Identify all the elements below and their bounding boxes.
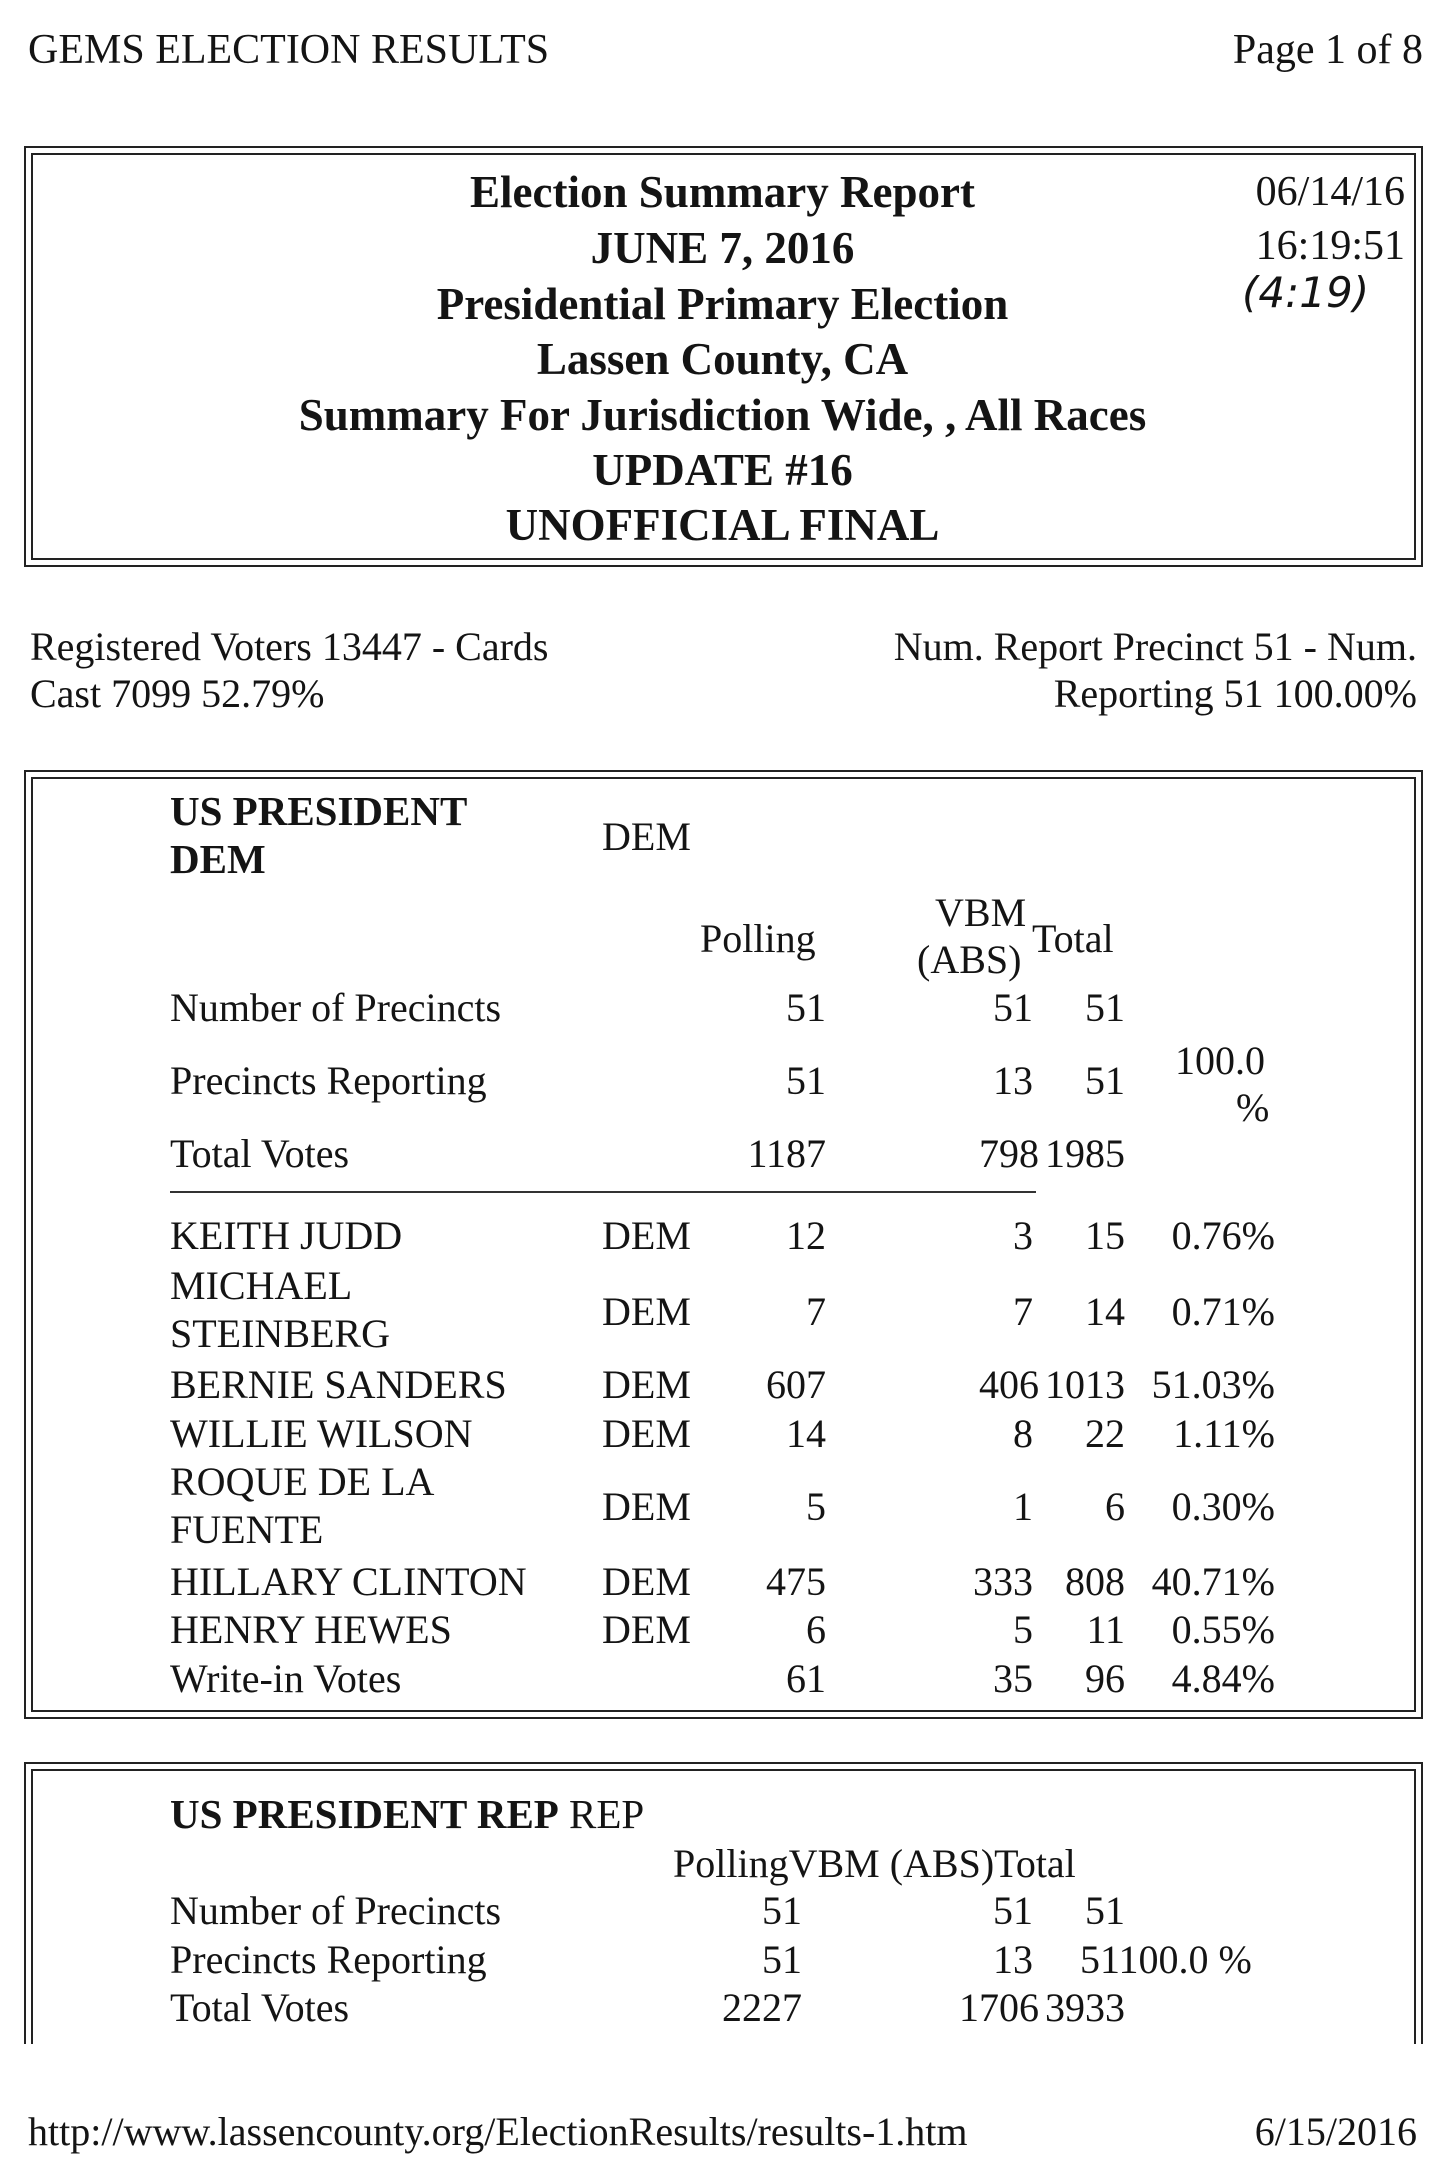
rep-race-party: REP <box>569 1791 645 1837</box>
candidate-pct: 0.71% <box>1171 1289 1275 1334</box>
candidate-vbm: 1 <box>1013 1484 1033 1529</box>
candidate-party: DEM <box>602 1607 691 1652</box>
precincts-report: Num. Report Precinct 51 - Num. <box>893 624 1417 669</box>
candidate-vbm: 5 <box>1013 1607 1033 1652</box>
candidate-polling: 12 <box>786 1213 826 1258</box>
candidate-name: HILLARY CLINTON <box>170 1559 527 1604</box>
stat-vbm: 13 <box>993 1937 1033 1982</box>
stat-label: Precincts Reporting <box>170 1937 487 1982</box>
candidate-vbm: 333 <box>973 1559 1033 1604</box>
stat-vbm: 798 <box>979 1131 1039 1176</box>
candidate-party: DEM <box>602 1484 691 1529</box>
candidate-total: 96 <box>1085 1656 1125 1701</box>
candidate-party: DEM <box>602 1289 691 1334</box>
candidate-name: KEITH JUDD <box>170 1213 403 1258</box>
candidate-vbm: 3 <box>1013 1213 1033 1258</box>
candidate-total: 11 <box>1086 1607 1125 1652</box>
footer-url[interactable]: http://www.lassencounty.org/ElectionResults/results-1.htm <box>28 2109 968 2154</box>
candidate-name: Write-in Votes <box>170 1656 402 1701</box>
candidate-polling: 61 <box>786 1656 826 1701</box>
candidate-name-line2: FUENTE <box>170 1507 324 1552</box>
cards-cast: Cast 7099 52.79% <box>30 671 325 716</box>
candidate-pct: 0.30% <box>1171 1484 1275 1529</box>
footer-date: 6/15/2016 <box>1254 2109 1417 2154</box>
precincts-reporting: Reporting 51 100.00% <box>1053 671 1417 716</box>
summary-scope: Summary For Jurisdiction Wide, , All Races <box>298 390 1147 440</box>
candidate-party: DEM <box>602 1411 691 1456</box>
candidate-polling: 6 <box>806 1607 826 1652</box>
stat-total: 3933 <box>1045 1985 1125 2030</box>
stat-total: 51100.0 % <box>1080 1937 1252 1982</box>
candidate-pct: 1.11% <box>1173 1411 1275 1456</box>
candidate-total: 6 <box>1105 1484 1125 1529</box>
stat-label: Total Votes <box>170 1131 350 1176</box>
dem-race-party: DEM <box>602 814 691 859</box>
stat-total: 51 <box>1085 985 1125 1030</box>
candidate-vbm: 406 <box>979 1362 1039 1407</box>
candidate-name: BERNIE SANDERS <box>170 1362 507 1407</box>
stat-polling: 2227 <box>722 1985 802 2030</box>
candidate-vbm: 8 <box>1013 1411 1033 1456</box>
candidate-pct: 0.76% <box>1171 1213 1275 1258</box>
stat-label: Precincts Reporting <box>170 1058 487 1103</box>
stat-polling: 1187 <box>747 1131 826 1176</box>
candidate-name-line2: STEINBERG <box>170 1311 390 1356</box>
candidate-party: DEM <box>602 1213 691 1258</box>
election-date: JUNE 7, 2016 <box>590 223 855 273</box>
candidate-party: DEM <box>602 1362 691 1407</box>
candidate-polling: 607 <box>766 1362 826 1407</box>
report-time: 16:19:51 <box>1255 223 1405 269</box>
candidate-total: 22 <box>1085 1411 1125 1456</box>
col-vbm: VBM <box>935 890 1027 935</box>
candidate-polling: 14 <box>786 1411 826 1456</box>
rep-race-title: US PRESIDENT REP <box>170 1791 559 1837</box>
candidate-vbm: 7 <box>1013 1289 1033 1334</box>
election-name: Presidential Primary Election <box>436 279 1009 329</box>
candidate-name: HENRY HEWES <box>170 1607 452 1652</box>
col-polling: Polling <box>700 916 816 961</box>
candidate-pct: 4.84% <box>1171 1656 1275 1701</box>
report-date: 06/14/16 <box>1255 169 1405 215</box>
candidate-polling: 7 <box>806 1289 826 1334</box>
candidate-polling: 475 <box>766 1559 826 1604</box>
update-number: UPDATE #16 <box>592 445 853 495</box>
candidate-name: ROQUE DE LA <box>170 1459 435 1504</box>
candidate-name: WILLIE WILSON <box>170 1411 473 1456</box>
candidate-party: DEM <box>602 1559 691 1604</box>
candidate-name: MICHAEL <box>170 1263 353 1308</box>
candidate-total: 15 <box>1085 1213 1125 1258</box>
page-number: Page 1 of 8 <box>1232 27 1423 73</box>
stat-label: Total Votes <box>170 1985 350 2030</box>
dem-race-title-line1: US PRESIDENT <box>170 788 468 834</box>
result-status: UNOFFICIAL FINAL <box>505 500 940 550</box>
stat-total: 51 <box>1085 1888 1125 1933</box>
registered-voters: Registered Voters 13447 - Cards <box>30 624 549 669</box>
col-vbm-abs: (ABS) <box>917 937 1022 982</box>
stat-label: Number of Precincts <box>170 1888 502 1933</box>
col-total: Total <box>1032 916 1114 961</box>
stat-vbm: 13 <box>993 1058 1033 1103</box>
stat-vbm: 1706 <box>959 1985 1039 2030</box>
candidate-total: 14 <box>1085 1289 1125 1334</box>
candidate-total: 1013 <box>1045 1362 1125 1407</box>
handwritten-note: (4:19) <box>1242 268 1370 317</box>
rep-col-header: PollingVBM (ABS)Total <box>673 1841 1076 1886</box>
candidate-polling: 5 <box>806 1484 826 1529</box>
dem-race-title-line2: DEM <box>170 836 266 882</box>
dem-race-title <box>170 787 467 883</box>
stats-divider <box>170 1191 1036 1193</box>
stat-vbm: 51 <box>993 985 1033 1030</box>
candidate-vbm: 35 <box>993 1656 1033 1701</box>
stat-total: 51 <box>1085 1058 1125 1103</box>
stat-label: Number of Precincts <box>170 985 502 1030</box>
stat-polling: 51 <box>786 985 826 1030</box>
candidate-total: 808 <box>1065 1559 1125 1604</box>
candidate-pct: 0.55% <box>1171 1607 1275 1652</box>
candidate-pct: 51.03% <box>1151 1362 1275 1407</box>
report-title: Election Summary Report <box>470 167 975 217</box>
page-header-title: GEMS ELECTION RESULTS <box>28 27 550 73</box>
stat-vbm: 51 <box>993 1888 1033 1933</box>
stat-polling: 51 <box>762 1888 802 1933</box>
stat-pct-sign: % <box>1236 1085 1270 1130</box>
stat-total: 1985 <box>1045 1131 1125 1176</box>
county-name: Lassen County, CA <box>536 334 909 384</box>
stat-pct: 100.0 <box>1175 1038 1265 1083</box>
candidate-pct: 40.71% <box>1151 1559 1275 1604</box>
stat-polling: 51 <box>762 1937 802 1982</box>
stat-polling: 51 <box>786 1058 826 1103</box>
